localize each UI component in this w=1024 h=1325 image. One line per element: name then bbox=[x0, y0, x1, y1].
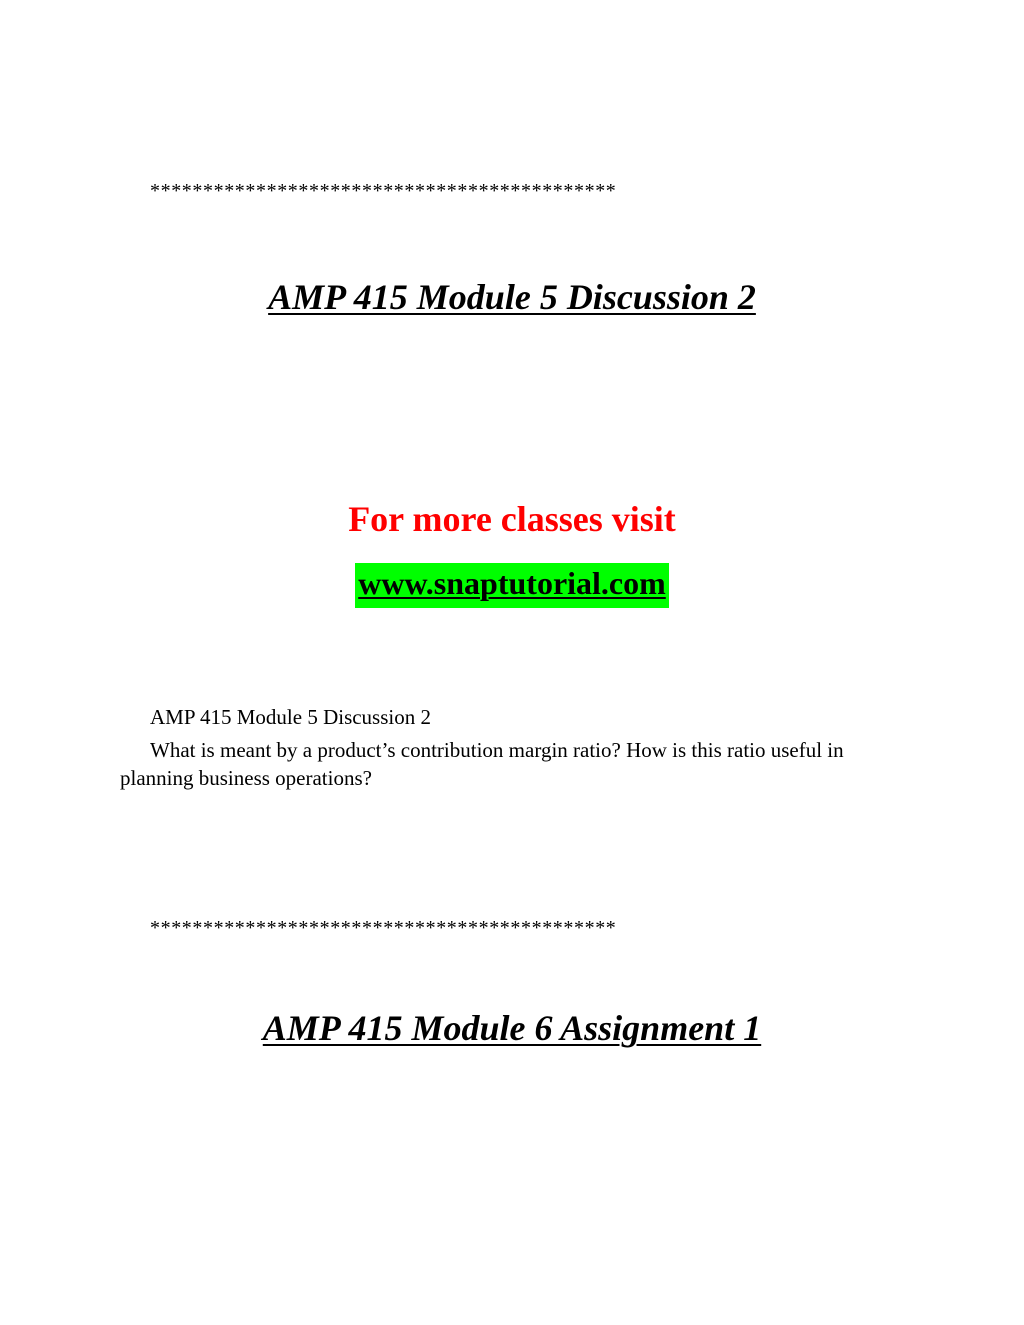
separator-bottom: ******************************************** bbox=[150, 917, 617, 939]
promo-link-container bbox=[0, 563, 1024, 608]
snaptutorial-link[interactable]: www.snaptutorial.com bbox=[355, 563, 669, 608]
question-text: What is meant by a product’s contribution margin ratio? How is this ratio useful in planning business operations? bbox=[120, 738, 844, 791]
question-paragraph bbox=[120, 736, 920, 793]
heading-module6-assignment1: AMP 415 Module 6 Assignment 1 bbox=[262, 1008, 762, 1048]
promo-text: For more classes visit bbox=[348, 499, 676, 539]
heading-module5-discussion2: AMP 415 Module 5 Discussion 2 bbox=[268, 277, 756, 317]
item-title: AMP 415 Module 5 Discussion 2 bbox=[150, 705, 431, 729]
separator-top: ******************************************** bbox=[150, 180, 617, 202]
